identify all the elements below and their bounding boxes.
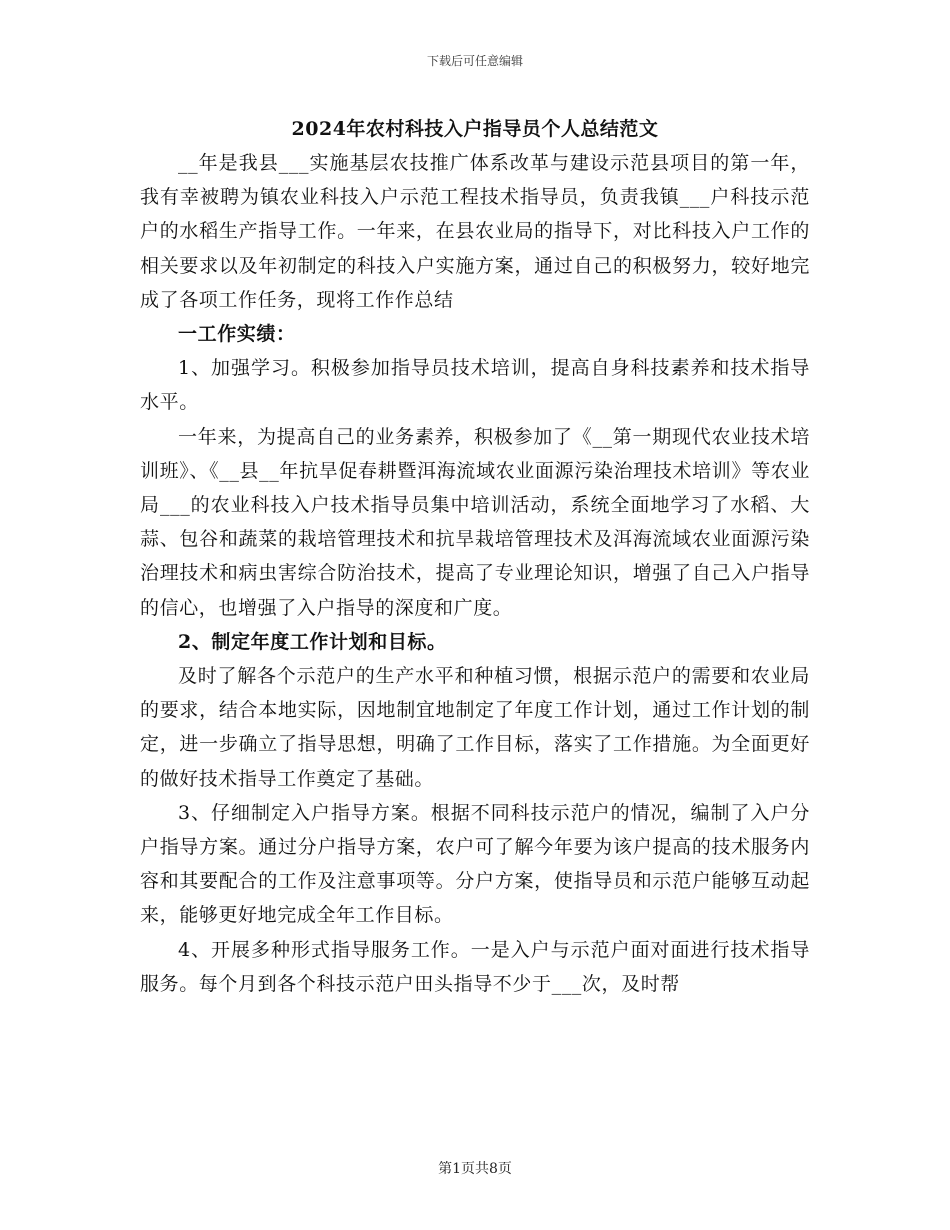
document-title: 2024年农村科技入户指导员个人总结范文 [291,118,659,140]
paragraph-intro: __年是我县___实施基层农技推广体系改革与建设示范县项目的第一年，我有幸被聘为镇农业科技入户示范工程技术指导员，负责我镇___户科技示范户的水稻生产指导工作。一年来，在县农业局的指导下，对比科技入户工作的相关要求以及年初制定的科技入户实施方案，通过自己的积极努力，较好地完成了各项工作任务，现将工作作总结 [140,152,810,311]
page-number: 第1页共8页 [438,1161,512,1177]
paragraph-plan: 及时了解各个示范户的生产水平和种植习惯，根据示范户的需要和农业局的要求，结合本地实际，因地制宜地制定了年度工作计划，通过工作计划的制定，进一步确立了指导思想，明确了工作目标，落实了工作措施。为全面更好的做好技术指导工作奠定了基础。 [140,665,810,790]
paragraph-service: 4、开展多种形式指导服务工作。一是入户与示范户面对面进行技术指导服务。每个月到各个科技示范户田头指导不少于___次，及时帮 [140,938,810,995]
paragraph-study: 1、加强学习。积极参加指导员技术培训，提高自身科技素养和技术指导水平。 [140,357,810,414]
document-body [140,112,810,1001]
page-header-note: 下载后可任意编辑 [426,54,523,68]
section-heading-achievements: 一工作实绩： [178,323,296,346]
paragraph-scheme: 3、仔细制定入户指导方案。根据不同科技示范户的情况，编制了入户分户指导方案。通过分户指导方案，农户可了解今年要为该户提高的技术服务内容和其要配合的工作及注意事项等。分户方案，使指导员和示范户能够互动起来，能够更好地完成全年工作目标。 [140,801,810,927]
section-heading-plan: 2、制定年度工作计划和目标。 [178,630,447,653]
paragraph-training: 一年来，为提高自己的业务素养，积极参加了《__第一期现代农业技术培训班》、《__县__年抗旱促春耕暨洱海流域农业面源污染治理技术培训》等农业局___的农业科技入户技术指导员集中培训活动，系统全面地学习了水稻、大蒜、包谷和蔬菜的栽培管理技术和抗旱栽培管理技术及洱海流域农业面源污染治理技术和病虫害综合防治技术，提高了专业理论知识，增强了自己入户指导的信心，也增强了入户指导的深度和广度。 [140,425,810,619]
